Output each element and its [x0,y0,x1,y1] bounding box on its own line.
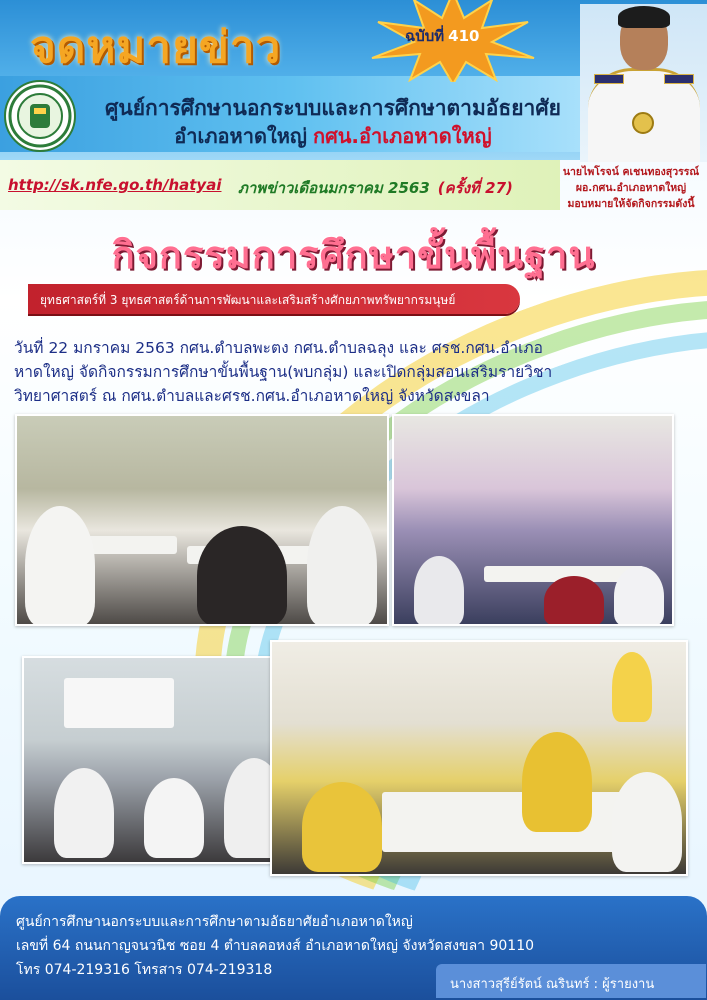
district-name: อำเภอหาดใหญ่ [174,124,307,148]
student [612,772,682,872]
nfe-logo [4,80,76,152]
director-name: นายไพโรจน์ คเชนทองสุวรรณ์ [562,166,700,178]
student [522,732,592,832]
director-caption [555,164,707,212]
issue-number [405,24,479,48]
news-body-line-3: วิทยาศาสตร์ ณ กศน.ตำบลและศรช.กศน.อำเภอหาดใหญ่ จังหวัดสงขลา [14,387,490,405]
epaulette-right [664,74,694,84]
footer-address: เลขที่ 64 ถนนกาญจนวนิช ซอย 4 ตำบลคอหงส์ อำเภอหาดใหญ่ จังหวัดสงขลา 90110 [16,938,535,954]
medal-icon [632,112,654,134]
footer-center-name: ศูนย์การศึกษานอกระบบและการศึกษาตามอัธยาศัยอำเภอหาดใหญ่ [16,914,413,930]
newsletter-title: จดหมายข่าว [30,22,282,73]
student [544,576,604,626]
director-photo [580,4,707,162]
month-note [238,176,513,200]
news-body-line-2: หาดใหญ่ จัดกิจกรรมการศึกษาขั้นพื้นฐาน(พบกลุ่ม) และเปิดกลุ่มสอนเสริมรายวิชา [14,363,553,381]
student [197,526,287,626]
activity-heading: กิจกรรมการศึกษาขั้นพื้นฐาน [111,232,596,277]
strategy-banner: ยุทธศาสตร์ที่ 3 ยุทธศาสตร์ด้านการพัฒนาและเสริมสร้างศักยภาพทรัพยากรมนุษย์ [28,284,520,314]
seal-icon [6,82,74,150]
issue-label: ฉบับที่ [405,27,445,45]
epaulette-left [594,74,624,84]
student [54,768,114,858]
issue-value: 410 [448,27,480,45]
student [25,506,95,626]
district-short: กศน.อำเภอหาดใหญ่ [312,124,492,148]
news-body-line-1: วันที่ 22 มกราคม 2563 กศน.ตำบลพะตง กศน.ตำบลฉลุง และ ศรช.กศน.อำเภอ [14,339,543,357]
website-link[interactable]: http://sk.nfe.go.th/hatyai [8,176,222,194]
reporter-label: นางสาวสุรีย์รัตน์ ณรินทร์ : ผู้รายงาน [436,964,706,998]
news-body [14,336,654,408]
activity-photo-2 [392,414,674,626]
student [307,506,377,626]
activity-photo-3 [22,656,298,864]
student [144,778,204,858]
director-hair [618,6,670,28]
student [414,556,464,626]
student [302,782,382,872]
activity-photo-1 [15,414,389,626]
district-line [88,120,578,152]
director-position: ผอ.กศน.อำเภอหาดใหญ่ [575,182,687,194]
center-name: ศูนย์การศึกษานอกระบบและการศึกษาตามอัธยาศัย [105,96,561,120]
footer-phone: โทร 074-219316 โทรสาร 074-219318 [16,962,273,978]
round-label: (ครั้งที่ 27) [437,179,513,197]
whiteboard [64,678,174,728]
month-label: ภาพข่าวเดือนมกราคม 2563 [238,179,430,197]
activity-photo-4 [270,640,688,876]
teacher [612,652,652,722]
director-assignment: มอบหมายให้จัดกิจกรรมดังนี้ [567,198,695,210]
student [614,566,664,626]
